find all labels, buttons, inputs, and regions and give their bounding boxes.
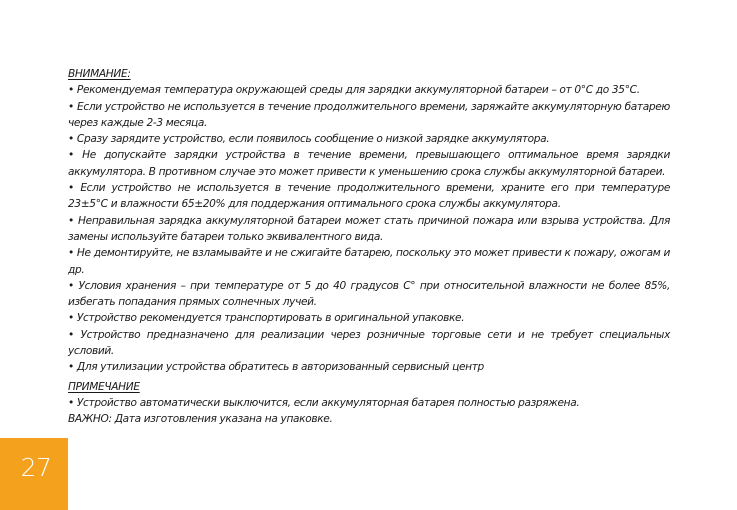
warning-item-low-battery: • Сразу зарядите устройство, если появилось сообщение о низкой зарядке аккумулятора. bbox=[68, 133, 550, 146]
warning-item-transport: • Устройство рекомендуется транспортировать в оригинальной упаковке. bbox=[68, 312, 465, 325]
note-heading: ПРИМЕЧАНИЕ bbox=[68, 380, 140, 393]
warning-item-charge-temperature: • Рекомендуемая температура окружающей среды для зарядки аккумуляторной батареи – от 0°C до 35°C. bbox=[68, 84, 640, 97]
note-item-auto-shutdown: • Устройство автоматически выключится, если аккумуляторная батарея полностью разряжена. bbox=[68, 396, 580, 409]
warning-item-storage-humidity: • Если устройство не используется в течение продолжительного времени, храните его при температуре 23±5°C и влажности 65±20% для поддержания оптимального срока службы аккумулятора. bbox=[68, 182, 670, 211]
warning-item-periodic-charge: • Если устройство не используется в течение продолжительного времени, заряжайте аккумуляторную батарею через каждые 2-3 месяца. bbox=[68, 100, 670, 129]
instructions-body bbox=[68, 66, 670, 428]
warning-item-fire-risk: • Неправильная зарядка аккумуляторной батареи может стать причиной пожара или взрыва устройства. Для замены используйте батареи только эквивалентного вида. bbox=[68, 214, 670, 243]
page-number: 27 bbox=[20, 453, 52, 482]
warning-item-overcharge: • Не допускайте зарядки устройства в течение времени, превышающего оптимальное время зарядки аккумулятора. В противном случае это может привести к уменьшению срока службы аккумуляторной батареи. bbox=[68, 149, 670, 178]
warning-item-disposal: • Для утилизации устройства обратитесь в авторизованный сервисный центр bbox=[68, 361, 484, 374]
warning-item-storage-conditions: • Условия хранения – при температуре от 5 до 40 градусов С° при относительной влажности не более 85%, избегать попадания прямых солнечных лучей. bbox=[68, 279, 670, 309]
important-note: ВАЖНО: Дата изготовления указана на упаковке. bbox=[68, 413, 333, 426]
warning-heading: ВНИМАНИЕ: bbox=[68, 68, 131, 80]
warning-item-retail: • Устройство предназначено для реализации через розничные торговые сети и не требует специальных условий. bbox=[68, 328, 670, 358]
warning-item-no-disassembly: • Не демонтируйте, не взламывайте и не сжигайте батарею, поскольку это может привести к пожару, ожогам и др. bbox=[68, 247, 670, 276]
